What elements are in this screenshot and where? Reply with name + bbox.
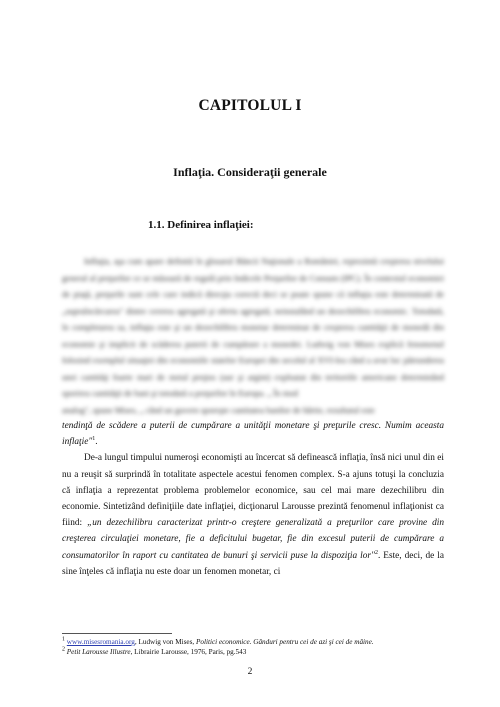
footnotes (62, 637, 452, 657)
paragraph-2-text-a: De-a lungul timpului numeroşi economişti au încercat să definească inflaţia, însă nici unul din ei nu a reuşit să surprindă în totalitate aspectele acestui fenomen complex. S-a ajuns totuşi la concluzia că inflaţia a reprezentat problema problemelor economice, sau cel mai mare dezechilibru din economie. Sintetizând definiţiile date inflaţiei, dicţionarul Larousse prezintă fenomenul inflaţionist ca fiind: (62, 453, 444, 529)
quote-close: " (88, 437, 93, 448)
footnote-1-link[interactable]: www.misesromania.org (66, 638, 135, 646)
chapter-title: Inflaţia. Consideraţii generale (173, 165, 327, 179)
footnote-2-number: 2 (62, 646, 65, 653)
footnote-1-text: , Ludwig von Mises, (134, 638, 196, 646)
blurred-text-continued: analog", spune Mises, „ când un guvern sporeşte cantitatea banilor de hârtie, rezultatul este (62, 404, 375, 415)
blurred-paragraph (62, 253, 444, 418)
chapter-heading: CAPITOLUL I (198, 97, 302, 114)
period: . (95, 437, 98, 448)
footnote-1 (62, 637, 452, 647)
footnote-2-text: , Librairie Larousse, 1976, Paris, pg.543 (130, 648, 247, 656)
footnote-1-number: 1 (62, 636, 65, 643)
larousse-quote: „un dezechilibru caracterizat printr-o creştere generalizată a preţurilor care provine din creşterea circulaţiei monetare, fie a deficitului bugetar, fie din excesul puterii de cumpărare a consumatorilor în raport cu cantitatea de bunuri şi servicii puse la dispoziţia lor" (62, 518, 444, 561)
body-text (62, 418, 444, 580)
paragraph-2-text-b: . Este, deci, de la sine înţeles că inflaţia nu este doar un fenomen monetar, ci (62, 550, 444, 577)
footnote-separator (62, 633, 172, 634)
footnote-2 (62, 647, 452, 657)
blurred-text: Inflaţia, aşa cum apare definită în glosarul Băncii Naţionale a României, reprezintă creşterea nivelului general al preţurilor ce se măsoară de regulă prin Indicele Preţurilor de Consum (IPC). În contextul economiei de piaţă, preţurile sunt cele care indică direcţia corectă deci se poate spune că inflaţia este determinată de „supraîncărcarea" dintre cererea agregată şi oferta agregată, neinstalând un dezechilibru economic. Totodată, în completarea sa, inflaţia este şi un dezechilibru monetar determinat de creşterea cantităţii de monedă din economie şi implicit de scăderea puterii de cumpărare a monedei. Ludwig von Mises explică fenomenul folosind exemplul situaţiei din economiile statelor Europei din secolul al XVI-lea când a avut loc pătrunderea unei cantităţi foarte mari de metal preţios (aur şi argint) exploatat din teritoriile americane determinând sporirea cantităţii de bani şi totodată a preţurilor în Europa. „ În mod (62, 256, 444, 398)
footnote-ref-1[interactable]: 1 (92, 436, 96, 443)
paragraph-2 (62, 450, 444, 580)
subsection-heading: 1.1. Definirea inflaţiei: (148, 219, 254, 231)
italic-quote: tendinţă de scădere a puterii de cumpărare a unităţii monetare şi preţurile cresc. Numim aceasta inflaţie (62, 421, 444, 448)
footnote-1-italic: Politici economice. Gânduri pentru cei de azi şi cei de mâine. (195, 638, 374, 646)
page-number: 2 (247, 667, 253, 677)
footnote-ref-2[interactable]: 2 (374, 549, 378, 556)
paragraph-1-end (62, 418, 444, 450)
footnote-2-italic: Petit Larousse Illustre (66, 648, 131, 656)
